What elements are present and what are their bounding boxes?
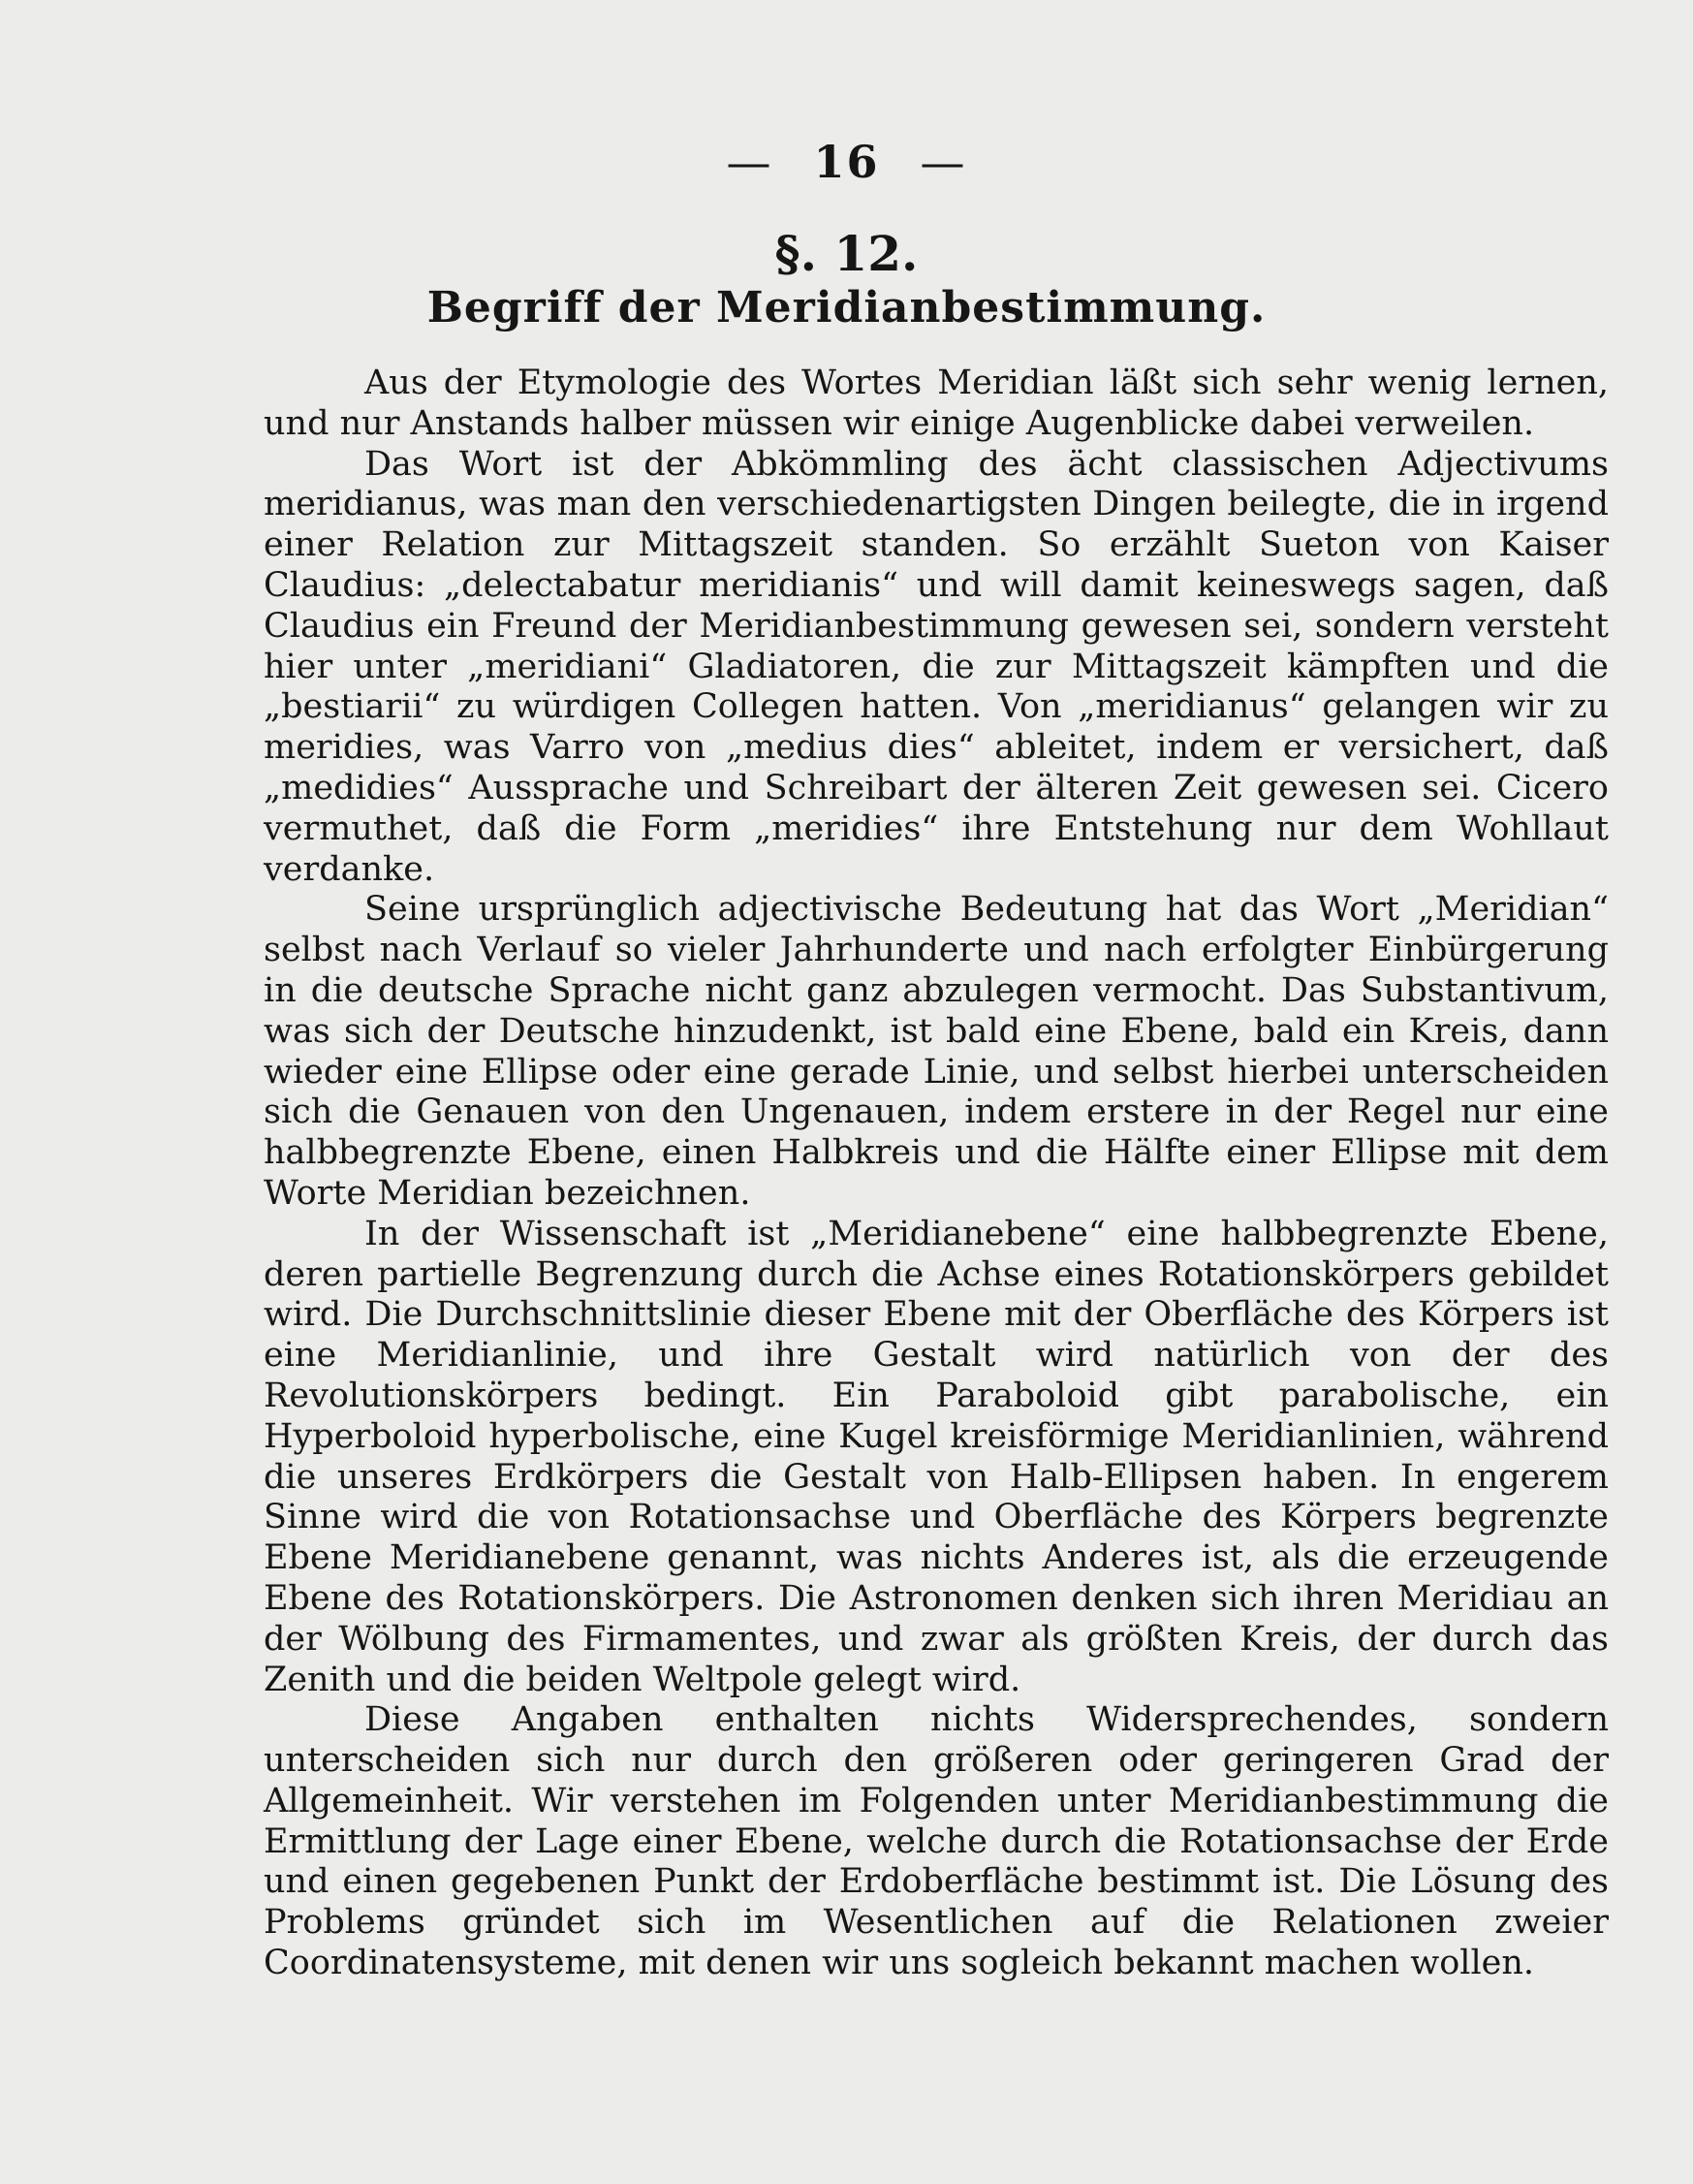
paragraph: Aus der Etymologie des Wortes Meridian läßt sich sehr wenig lernen, und nur Anstands halber müssen wir einige Augenblicke dabei verweilen.	[264, 364, 1609, 443]
paragraph: In der Wissenschaft ist „Meridianebene“ eine halbbegrenzte Ebene, deren partielle Begrenzung durch die Achse eines Rotationskörpers gebildet wird. Die Durchschnittslinie dieser Ebene mit der Oberfläche des Körpers ist eine Meridianlinie, und ihre Gestalt wird natürlich von der des Revolutionskörpers bedingt. Ein Paraboloid gibt parabolische, ein Hyperboloid hyperbolische, eine Kugel kreisförmige Meridianlinien, während die unseres Erdkörpers die Gestalt von Halb-Ellipsen haben. In engerem Sinne wird die von Rotationsachse und Oberfläche des Körpers begrenzte Ebene Meridianebene genannt, was nichts Anderes ist, als die erzeugende Ebene des Rotationskörpers. Die Astronomen denken sich ihren Meridiau an der Wölbung des Firmamentes, und zwar als größten Kreis, der durch das Zenith und die beiden Weltpole gelegt wird.	[264, 1214, 1609, 1699]
body-text	[264, 364, 1609, 1984]
paragraph: Diese Angaben enthalten nichts Widersprechendes, sondern unterscheiden sich nur durch den größeren oder geringeren Grad der Allgemeinheit. Wir verstehen im Folgenden unter Meridianbestimmung die Ermittlung der Lage einer Ebene, welche durch die Rotationsachse der Erde und einen gegebenen Punkt der Erdoberfläche bestimmt ist. Die Lösung des Problems gründet sich im Wesentlichen auf die Relationen zweier Coordinatensysteme, mit denen wir uns sogleich bekannt machen wollen.	[264, 1700, 1609, 1983]
header-dash-left: —	[726, 136, 773, 188]
section-title: Begriff der Meridianbestimmung.	[426, 283, 1267, 332]
header-dash-right: —	[920, 136, 967, 188]
paragraph: Seine ursprünglich adjectivische Bedeutung hat das Wort „Meridian“ selbst nach Verlauf so vieler Jahrhunderte und nach erfolgter Einbürgerung in die deutsche Sprache nicht ganz abzulegen vermocht. Das Substantivum, was sich der Deutsche hinzudenkt, ist bald eine Ebene, bald ein Kreis, dann wieder eine Ellipse oder eine gerade Linie, und selbst hierbei unterscheiden sich die Genauen von den Ungenauen, indem erstere in der Regel nur eine halbbegrenzte Ebene, einen Halbkreis und die Hälfte einer Ellipse mit dem Worte Meridian bezeichnen.	[264, 890, 1609, 1213]
page-number: 16	[813, 136, 880, 188]
page-header	[0, 136, 1693, 188]
section-number: §. 12.	[774, 225, 919, 282]
paragraph: Das Wort ist der Abkömmling des ächt classischen Adjectivums meridianus, was man den verschiedenartigsten Dingen beilegte, die in irgend einer Relation zur Mittagszeit standen. So erzählt Sueton von Kaiser Claudius: „delectabatur meridianis“ und will damit keineswegs sagen, daß Claudius ein Freund der Meridianbestimmung gewesen sei, sondern versteht hier unter „meridiani“ Gladiatoren, die zur Mittagszeit kämpften und die „bestiarii“ zu würdigen Collegen hatten. Von „meridianus“ gelangen wir zu meridies, was Varro von „medius dies“ ableitet, indem er versichert, daß „medidies“ Aussprache und Schreibart der älteren Zeit gewesen sei. Cicero vermuthet, daß die Form „meridies“ ihre Entstehung nur dem Wohllaut verdanke.	[264, 444, 1609, 889]
